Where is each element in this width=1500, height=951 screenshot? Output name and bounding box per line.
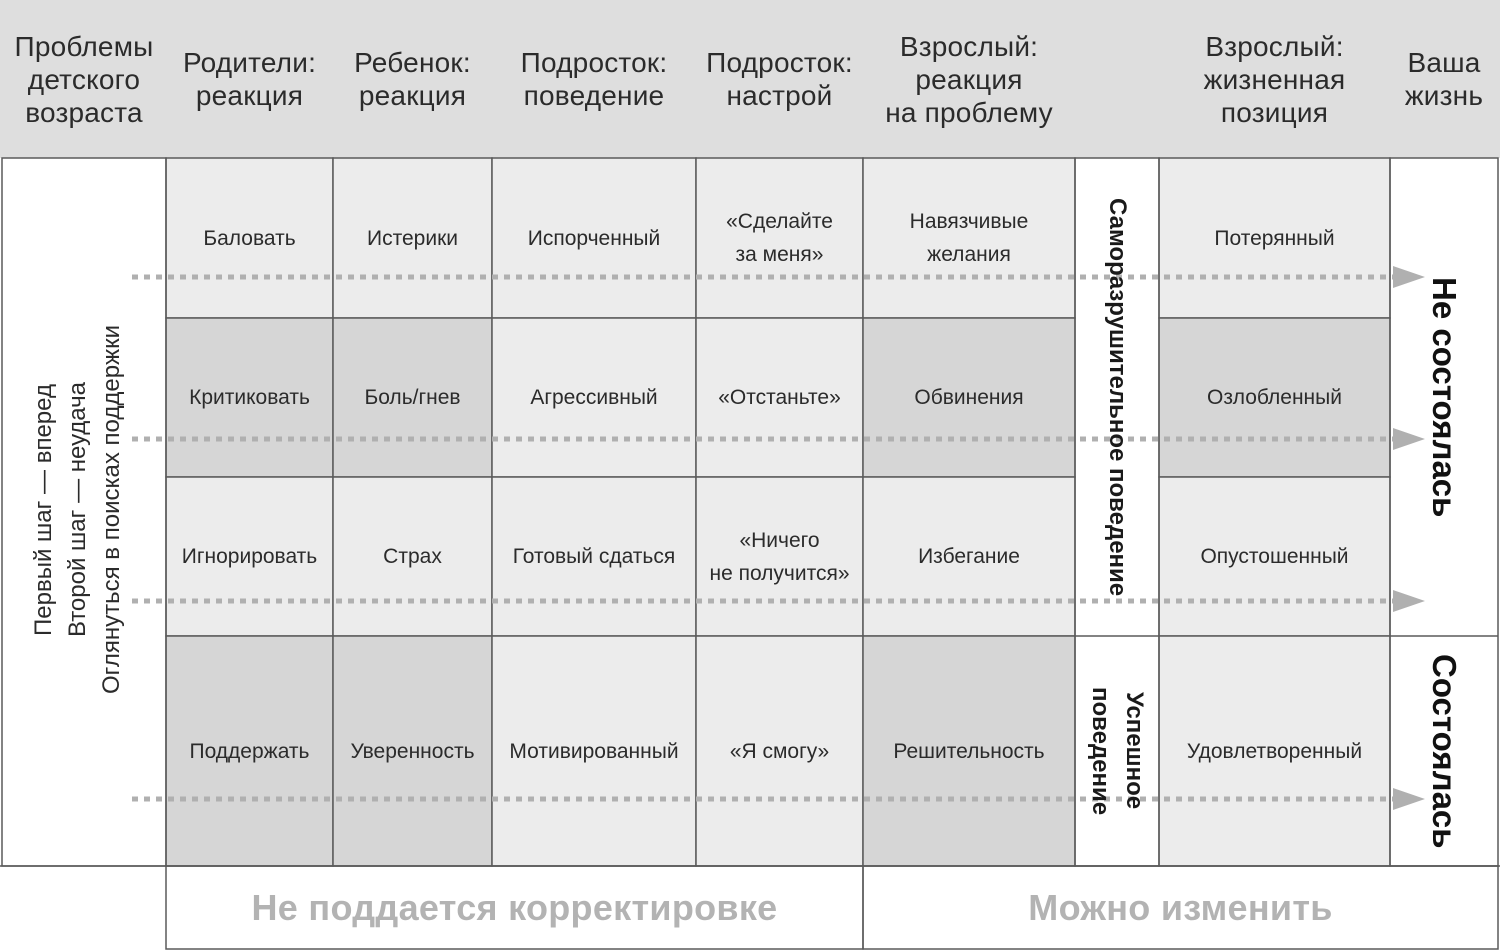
header-adult-position: Взрослый: жизненная позиция xyxy=(1203,30,1346,128)
cell-parents-row3: Игнорировать xyxy=(181,545,318,568)
successful-behavior-label: Успешное поведение xyxy=(1087,686,1148,816)
cell-child-row2: Боль/гнев xyxy=(364,386,461,409)
destructive-behavior-label: Саморазрушительное поведение xyxy=(1104,197,1131,597)
cell-adult-reaction-row1: Навязчивые желания xyxy=(909,210,1029,266)
header-childhood-problems: Проблемы детского возраста xyxy=(14,30,154,128)
cell-adult-position-row1: Потерянный xyxy=(1214,226,1335,250)
side-steps-text: Первый шаг — вперед Второй шаг — неудача Оглянуться в поисках поддержки xyxy=(30,325,125,695)
cell-adult-reaction-row3: Избегание xyxy=(918,545,1020,568)
header-teen-behavior: Подросток: поведение xyxy=(520,47,668,111)
cell-parents-row1: Баловать xyxy=(203,226,296,250)
header-teen-mood: Подросток: настрой xyxy=(706,47,853,111)
footer-can-change: Можно изменить xyxy=(1028,887,1333,928)
cell-teen-behavior-row3: Готовый сдаться xyxy=(512,545,676,568)
cell-teen-behavior-row1: Испорченный xyxy=(527,226,661,250)
cell-child-row4: Уверенность xyxy=(350,739,475,763)
cell-parents-row4: Поддержать xyxy=(189,739,310,763)
cell-teen-mood-row1: «Сделайте за меня» xyxy=(726,210,833,266)
header-adult-reaction: Взрослый: реакция на проблему xyxy=(885,30,1053,128)
outcome-succeeded-label: Состоялась xyxy=(1426,653,1463,849)
cell-teen-mood-row4: «Я смогу» xyxy=(729,739,830,763)
cell-adult-position-row3: Опустошенный xyxy=(1200,545,1349,568)
header-parents-reaction: Родители: реакция xyxy=(182,47,317,111)
cell-teen-mood-row2: «Отстаньте» xyxy=(718,386,841,409)
cell-parents-row2: Критиковать xyxy=(189,386,310,409)
header-child-reaction: Ребенок: реакция xyxy=(354,47,471,111)
cell-teen-behavior-row2: Агрессивный xyxy=(530,386,658,409)
outcome-failed-label: Не состоялась xyxy=(1426,276,1463,518)
cell-adult-position-row4: Удовлетворенный xyxy=(1186,739,1363,763)
cell-adult-reaction-row4: Решительность xyxy=(893,739,1045,763)
cell-teen-mood-row3: «Ничего не получится» xyxy=(709,528,850,585)
cell-child-row1: Истерики xyxy=(367,226,458,250)
cell-adult-position-row2: Озлобленный xyxy=(1207,386,1342,409)
header-your-life: Ваша жизнь xyxy=(1404,47,1484,111)
footer-not-correctable: Не поддается корректировке xyxy=(251,887,778,928)
cell-child-row3: Страх xyxy=(383,545,442,568)
cell-teen-behavior-row4: Мотивированный xyxy=(509,739,679,763)
cell-adult-reaction-row2: Обвинения xyxy=(914,386,1024,409)
